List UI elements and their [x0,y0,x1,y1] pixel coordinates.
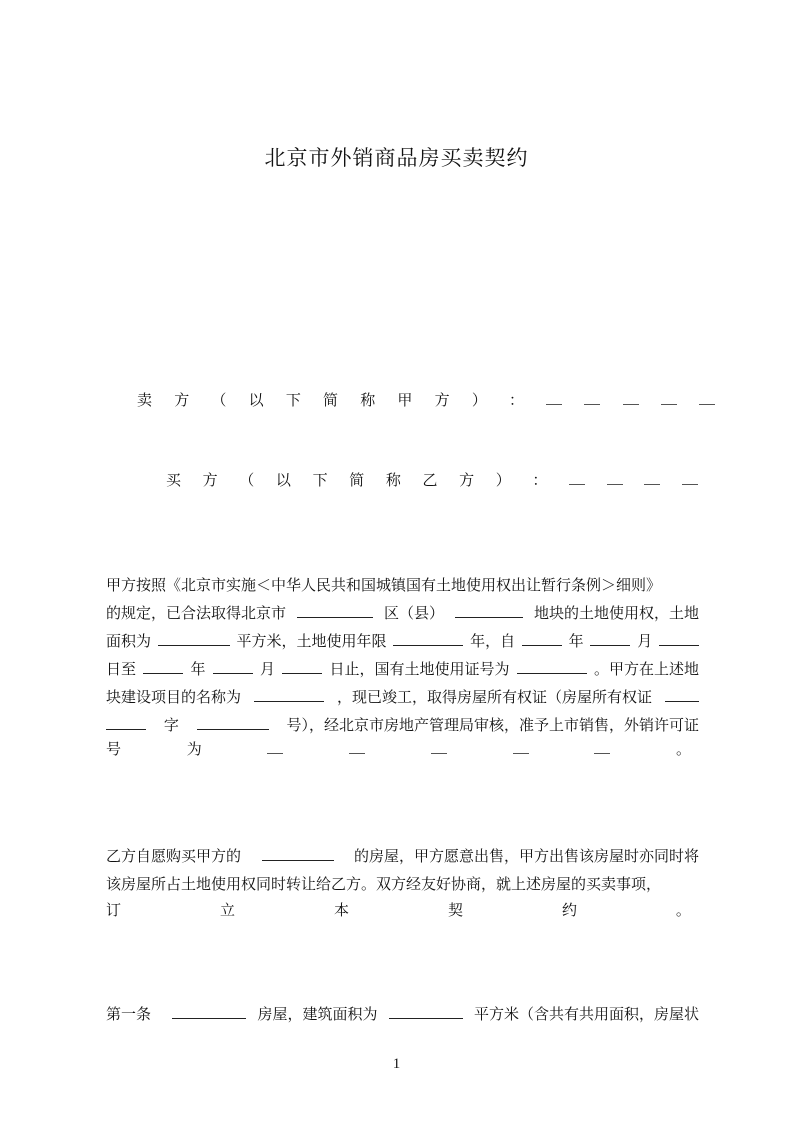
text: 。 [675,740,691,758]
paragraph1-last-line [106,738,691,760]
text: 甲方按照《北京市实施＜中华人民共和国城镇国有土地使用权出让暂行条例＞细则》 [106,576,662,594]
text: 约 [561,901,577,919]
text: 区（县） [383,604,444,622]
text: 月 [259,660,275,678]
sales-permit-blank[interactable] [267,739,283,754]
paragraph2-last-line [106,899,691,921]
text: 立 [219,901,235,919]
buyer-char: 以 [275,471,291,489]
seller-char: ） [471,391,487,409]
text: 块建设项目的名称为 [106,688,242,706]
document-title: 北京市外销商品房买卖契约 [264,146,529,170]
buyer-line [166,469,698,491]
text: 本 [333,901,349,919]
start-month-blank[interactable] [590,630,630,646]
seller-name-blank[interactable] [623,390,639,405]
plot-blank[interactable] [455,602,523,618]
text: 的规定，已合法取得北京市 [106,604,287,622]
seller-char: ： [509,391,525,409]
sales-permit-blank[interactable] [513,739,529,754]
end-month-blank[interactable] [213,658,253,674]
buyer-char: ： [532,471,548,489]
buyer-name-blank[interactable] [682,470,698,485]
text: 日止，国有土地使用证号为 [329,660,510,678]
sales-permit-blank[interactable] [594,739,610,754]
buyer-char: 方 [202,471,218,489]
paragraph1-line [106,630,699,652]
buyer-char: 简 [349,471,365,489]
text: 平方米，土地使用年限 [236,632,387,650]
end-year-blank[interactable] [143,658,183,674]
text: 。甲方在上述地 [593,660,699,678]
text: 平方米（含共有共用面积，房屋状 [473,1005,699,1023]
buyer-char: 称 [385,471,401,489]
sales-permit-blank[interactable] [349,739,365,754]
house-location-blank[interactable] [262,845,334,861]
seller-name-blank[interactable] [546,390,562,405]
district-blank[interactable] [297,602,373,618]
seller-name-blank[interactable] [584,390,600,405]
start-day-blank[interactable] [659,630,699,646]
seller-char: 方 [434,391,450,409]
text: 号），经北京市房地产管理局审核，准予上市销售，外销许可证 [286,716,699,734]
article-label: 第一条 [106,1005,152,1023]
text: 该房屋所占土地使用权同时转让给乙方。双方经友好协商，就上述房屋的买卖事项， [106,875,662,893]
ownership-cert-blank[interactable] [665,686,699,702]
land-area-blank[interactable] [158,630,230,646]
text: 的房屋，甲方愿意出售，甲方出售该房屋时亦同时将 [353,847,699,865]
paragraph2-line [106,845,699,867]
text: 月 [637,632,653,650]
text: 乙方自愿购买甲方的 [106,847,242,865]
buyer-name-blank[interactable] [569,470,585,485]
project-name-blank[interactable] [254,686,324,702]
sales-permit-blank[interactable] [431,739,447,754]
seller-char: 方 [174,391,190,409]
land-term-blank[interactable] [393,630,463,646]
text: 契 [447,901,463,919]
page-number: 1 [392,1056,401,1072]
ownership-cert-prefix-blank[interactable] [106,714,146,730]
buyer-char: 买 [166,471,182,489]
seller-char: 卖 [137,391,153,409]
seller-line [137,389,715,411]
seller-char: （ [211,391,227,409]
paragraph1-line [106,714,699,736]
text: ，现已竣工，取得房屋所有权证（房屋所有权证 [336,688,652,706]
buyer-char: 下 [312,471,328,489]
buyer-char: ） [495,471,511,489]
seller-char: 甲 [397,391,413,409]
paragraph2-line [106,873,699,895]
text: 号 [106,740,122,758]
text: 为 [186,740,202,758]
seller-char: 简 [323,391,339,409]
text: 。 [675,901,691,919]
text: 年 [568,632,584,650]
buyer-name-blank[interactable] [644,470,660,485]
text: 年 [190,660,206,678]
seller-char: 称 [360,391,376,409]
seller-char: 以 [248,391,264,409]
buyer-char: 方 [459,471,475,489]
paragraph1-line [106,686,699,708]
article-1-line [106,1003,699,1025]
text: 地块的土地使用权，土地 [533,604,699,622]
house-address-blank[interactable] [172,1003,246,1019]
text: 日至 [106,660,137,678]
buyer-char: （ [239,471,255,489]
buyer-char: 乙 [422,471,438,489]
paragraph1-line [106,658,699,680]
seller-name-blank[interactable] [699,390,715,405]
seller-char: 下 [285,391,301,409]
buyer-name-blank[interactable] [607,470,623,485]
text: 字 [163,716,179,734]
land-cert-number-blank[interactable] [517,658,587,674]
ownership-cert-number-blank[interactable] [197,714,269,730]
text: 面积为 [106,632,152,650]
paragraph1-line [106,602,699,624]
text: 年，自 [470,632,516,650]
text: 订 [106,901,122,919]
end-day-blank[interactable] [282,658,322,674]
paragraph1-line [106,574,699,596]
seller-name-blank[interactable] [661,390,677,405]
building-area-blank[interactable] [389,1003,463,1019]
start-year-blank[interactable] [522,630,562,646]
text: 房屋，建筑面积为 [257,1005,378,1023]
